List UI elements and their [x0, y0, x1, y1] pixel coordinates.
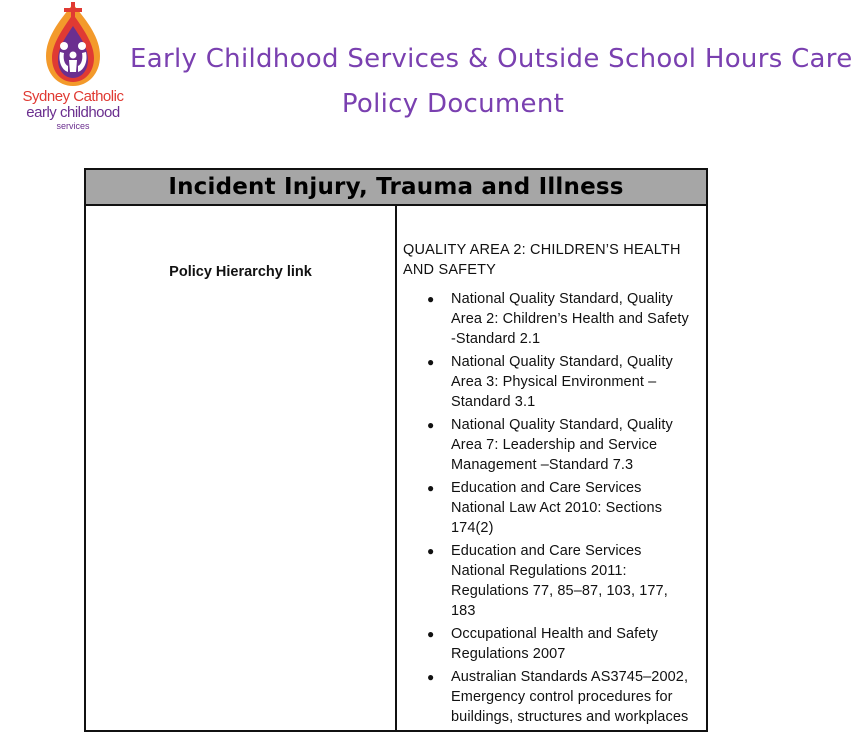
bullet-icon: ● [427, 627, 435, 641]
family-flame-logo-icon [40, 0, 106, 88]
quality-area-heading: QUALITY AREA 2: CHILDREN’S HEALTH AND SAFETY [403, 242, 681, 278]
reference-text: National Quality Standard, Quality Area 2: Children’s Health and Safety -Standard 2.1 [451, 291, 689, 347]
policy-title-banner: Incident Injury, Trauma and Illness [85, 169, 707, 205]
policy-hierarchy-label: Policy Hierarchy link [85, 205, 396, 731]
list-item [403, 415, 696, 475]
reference-text: Education and Care Services National Regulations 2011: Regulations 77, 85–87, 103, 177, 183 [451, 543, 668, 619]
list-item [403, 624, 696, 664]
document-header-title: Early Childhood Services & Outside School Hours Care [130, 44, 853, 74]
list-item [403, 352, 696, 412]
logo-text-line3: services [56, 121, 90, 131]
logo-text-line2: early childhood [26, 104, 120, 121]
reference-text: National Quality Standard, Quality Area 7: Leadership and Service Management –Standard 7.3 [451, 417, 673, 473]
list-item [403, 667, 696, 727]
policy-hierarchy-row [85, 205, 707, 731]
reference-text: Education and Care Services National Law Act 2010: Sections 174(2) [451, 480, 663, 536]
reference-text: Occupational Health and Safety Regulations 2007 [451, 626, 658, 662]
list-item [403, 541, 696, 621]
bullet-icon: ● [427, 670, 435, 684]
policy-hierarchy-content [396, 205, 707, 731]
document-header-subtitle: Policy Document [341, 89, 565, 119]
organisation-logo [14, 0, 132, 135]
bullet-icon: ● [427, 418, 435, 432]
policy-title-row [85, 169, 707, 205]
bullet-icon: ● [427, 544, 435, 558]
reference-text: Australian Standards AS3745–2002, Emergency control procedures for buildings, structures and workplaces [451, 669, 689, 725]
reference-list [403, 289, 696, 727]
reference-text: National Quality Standard, Quality Area 3: Physical Environment – Standard 3.1 [451, 354, 673, 410]
logo-text-line1: Sydney Catholic [22, 88, 124, 105]
list-item [403, 289, 696, 349]
bullet-icon: ● [427, 481, 435, 495]
bullet-icon: ● [427, 292, 435, 306]
list-item [403, 478, 696, 538]
bullet-icon: ● [427, 355, 435, 369]
policy-table [84, 168, 708, 732]
